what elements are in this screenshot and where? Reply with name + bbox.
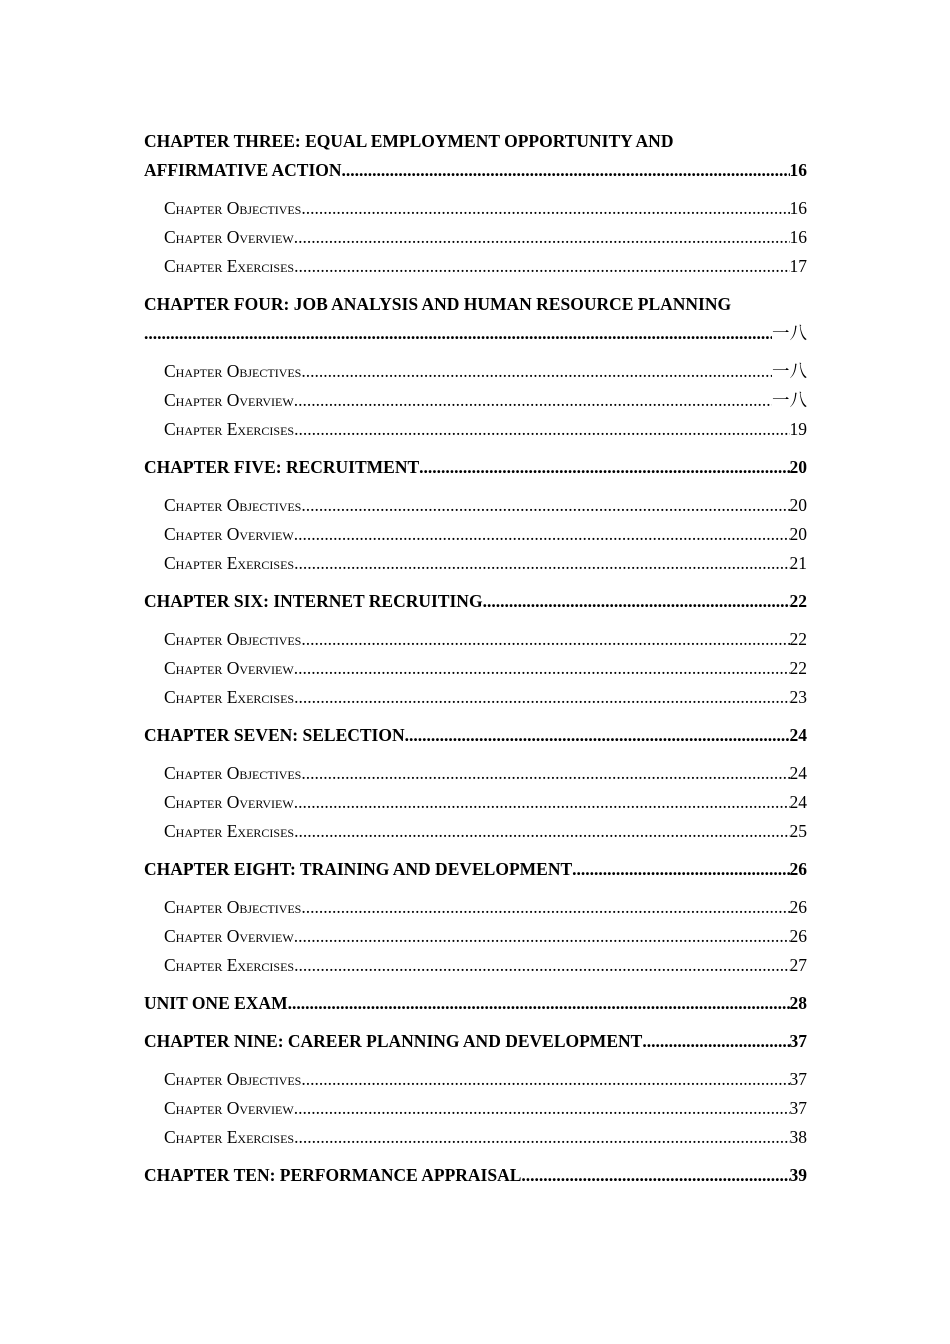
dot-leader [294,252,789,281]
dot-leader [405,721,790,750]
toc-sub-label: Chapter Exercises [164,553,295,573]
toc-sub-label: Chapter Overview [164,926,294,946]
toc-page-number: 16 [789,227,807,247]
toc-chapter-title: CHAPTER SEVEN: SELECTION [144,725,405,745]
dot-leader [294,951,789,980]
toc-entry-ch7-objectives[interactable] [144,759,807,788]
toc-page-number: 38 [789,1127,807,1147]
toc-chapter-title: CHAPTER TEN: PERFORMANCE APPRAISAL [144,1165,522,1185]
toc-page-number: 22 [789,658,807,678]
dot-leader [294,683,789,712]
toc-sub-label: Chapter Objectives [164,1069,302,1089]
toc-page-number: 23 [789,687,807,707]
dot-leader [294,654,790,683]
toc-entry-chapter-nine[interactable] [144,1027,807,1056]
toc-entry-ch8-overview[interactable] [144,922,807,951]
toc-sub-label: Chapter Overview [164,524,294,544]
toc-sub-label: Chapter Objectives [164,763,302,783]
dot-leader [301,357,772,386]
dot-leader [294,223,790,252]
dot-leader [294,1123,789,1152]
toc-entry-ch6-objectives[interactable] [144,625,807,654]
toc-page-number: 26 [789,859,807,879]
toc-entry-chapter-seven[interactable] [144,721,807,750]
toc-page-number: 37 [789,1098,807,1118]
toc-entry-ch6-overview[interactable] [144,654,807,683]
toc-chapter-four-title: CHAPTER FOUR: JOB ANALYSIS AND HUMAN RESOURCE PLANNING [144,294,732,314]
toc-chapter-title: CHAPTER SIX: INTERNET RECRUITING [144,591,483,611]
toc-page-number: 24 [789,792,807,812]
toc-entry-ch9-objectives[interactable] [144,1065,807,1094]
toc-sub-label: Chapter Exercises [164,1127,295,1147]
toc-page-number: 17 [789,256,807,276]
toc-entry-ch3-objectives[interactable] [144,194,807,223]
toc-page-number: 19 [789,419,807,439]
toc-sub-label: Chapter Objectives [164,361,302,381]
toc-entry-chapter-ten[interactable] [144,1161,807,1190]
toc-entry-ch3-overview[interactable] [144,223,807,252]
toc-entry-chapter-three[interactable] [144,156,807,185]
toc-sub-label: Chapter Exercises [164,419,295,439]
dot-leader [521,1161,789,1190]
dot-leader [294,1094,790,1123]
dot-leader [294,386,772,415]
toc-chapter-title: CHAPTER FIVE: RECRUITMENT [144,457,420,477]
toc-entry-chapter-four[interactable] [144,319,807,348]
toc-entry-ch4-objectives[interactable] [144,357,807,386]
toc-page-number: 一八 [772,323,807,343]
dot-leader [294,817,789,846]
toc-sub-label: Chapter Exercises [164,256,295,276]
toc-entry-ch8-objectives[interactable] [144,893,807,922]
toc-chapter-title: UNIT ONE EXAM [144,993,288,1013]
toc-entry-ch5-exercises[interactable] [144,549,807,578]
toc-chapter-title: CHAPTER EIGHT: TRAINING AND DEVELOPMENT [144,859,573,879]
toc-sub-label: Chapter Exercises [164,821,295,841]
toc-sub-label: Chapter Overview [164,658,294,678]
toc-page-number: 24 [789,725,807,745]
toc-page-number: 25 [789,821,807,841]
dot-leader [294,415,789,444]
dot-leader [342,156,790,185]
table-of-contents [144,127,807,1190]
dot-leader [301,759,789,788]
toc-page-number: 24 [789,763,807,783]
toc-page-number: 22 [789,629,807,649]
toc-sub-label: Chapter Overview [164,390,294,410]
toc-entry-ch5-objectives[interactable] [144,491,807,520]
dot-leader [572,855,789,884]
toc-page-number: 20 [789,524,807,544]
toc-entry-ch4-exercises[interactable] [144,415,807,444]
toc-sub-label: Chapter Objectives [164,629,302,649]
toc-page-number: 16 [789,198,807,218]
dot-leader [301,625,789,654]
toc-page-number: 26 [789,926,807,946]
dot-leader [294,549,789,578]
toc-page-number: 27 [789,955,807,975]
toc-entry-ch7-overview[interactable] [144,788,807,817]
toc-sub-label: Chapter Overview [164,1098,294,1118]
toc-sub-label: Chapter Exercises [164,955,295,975]
toc-page-number: 一八 [772,390,807,410]
toc-entry-ch7-exercises[interactable] [144,817,807,846]
toc-page-number: 21 [789,553,807,573]
toc-entry-ch5-overview[interactable] [144,520,807,549]
dot-leader [301,1065,789,1094]
toc-sub-label: Chapter Overview [164,227,294,247]
toc-entry-chapter-five[interactable] [144,453,807,482]
toc-page-number: 26 [789,897,807,917]
toc-sub-label: Chapter Overview [164,792,294,812]
toc-entry-ch9-overview[interactable] [144,1094,807,1123]
toc-page-number: 37 [789,1069,807,1089]
toc-entry-ch9-exercises[interactable] [144,1123,807,1152]
toc-page-number: 37 [789,1031,807,1051]
toc-entry-ch8-exercises[interactable] [144,951,807,980]
toc-page-number: 20 [789,457,807,477]
toc-entry-unit-one-exam[interactable] [144,989,807,1018]
toc-entry-chapter-six[interactable] [144,587,807,616]
dot-leader [288,989,790,1018]
toc-sub-label: Chapter Exercises [164,687,295,707]
toc-chapter-three-title-line2: AFFIRMATIVE ACTION [144,160,342,180]
dot-leader [642,1027,789,1056]
dot-leader [483,587,790,616]
dot-leader [301,893,789,922]
toc-entry-ch6-exercises[interactable] [144,683,807,712]
toc-chapter-title: CHAPTER NINE: CAREER PLANNING AND DEVELOPMENT [144,1031,643,1051]
toc-entry-chapter-eight[interactable] [144,855,807,884]
dot-leader [301,491,789,520]
toc-sub-label: Chapter Objectives [164,495,302,515]
toc-page-number: 22 [789,591,807,611]
toc-page-number: 一八 [772,361,807,381]
dot-leader [294,788,790,817]
toc-sub-label: Chapter Objectives [164,198,302,218]
toc-page-number: 39 [789,1165,807,1185]
toc-entry-ch4-overview[interactable] [144,386,807,415]
toc-chapter-three-title-line1: CHAPTER THREE: EQUAL EMPLOYMENT OPPORTUNITY AND [144,131,674,151]
toc-page-number: 20 [789,495,807,515]
dot-leader [144,319,772,348]
dot-leader [301,194,789,223]
dot-leader [294,922,790,951]
toc-sub-label: Chapter Objectives [164,897,302,917]
dot-leader [419,453,789,482]
toc-entry-ch3-exercises[interactable] [144,252,807,281]
toc-page-number: 16 [789,160,807,180]
dot-leader [294,520,790,549]
toc-page-number: 28 [789,993,807,1013]
